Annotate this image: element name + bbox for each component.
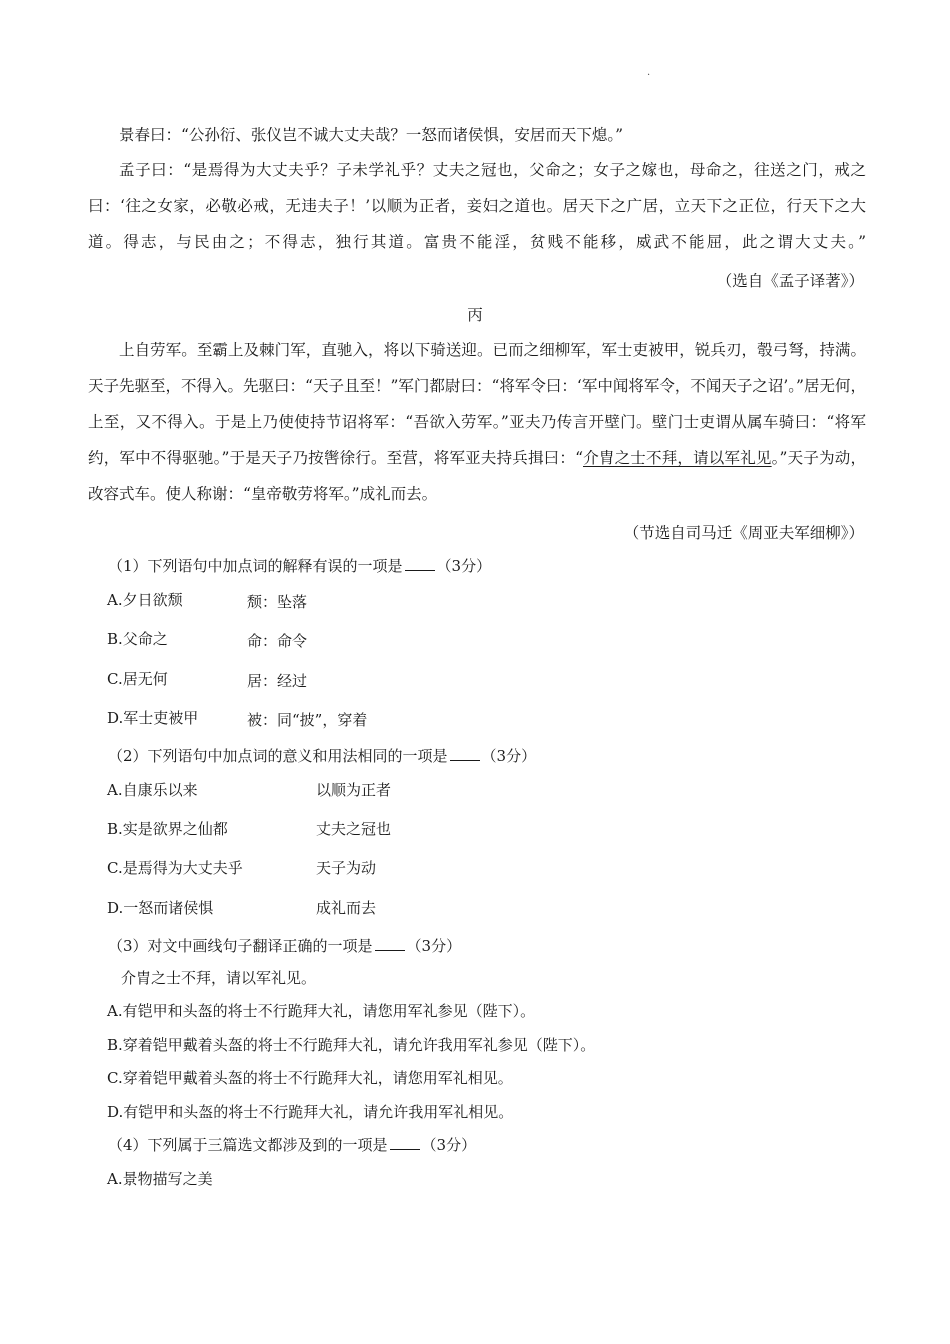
q3-option-c: C.穿着铠甲戴着头盔的将士不行跪拜大礼，请您用军礼相见。 — [107, 1069, 513, 1087]
question-2 — [108, 746, 536, 766]
passage-bing-text-a: 上自劳军。至霸上及棘门军，直驰入，将以下骑送迎。已而之细柳军，军士吏被甲，锐兵刃，彀弓弩，持满。天子先驱至，不得入。先驱曰：“天子且至！”军门都尉曰：“将军令曰：‘军中闻将军令，不闻天子之诏’。”居无何，上至，又不得入。于是上乃使使持节诏将军：“吾欲入劳军。”亚夫乃传言开壁门。壁门士吏谓从属车骑曰：“将军约，军中不得驱驰。”于是天子乃按辔徐行。至营，将军亚夫持兵揖曰：“ — [88, 341, 866, 467]
passage-bing-text-b: 。”天子为动，改容式车。使人称谢：“皇帝敬劳将军。”成礼而去。 — [88, 449, 866, 503]
question-1-score: （3分） — [436, 557, 492, 575]
q1-option-d-right: 被：同“披”，穿着 — [247, 711, 368, 729]
q2-option-d-right: 成礼而去 — [316, 899, 377, 917]
q3-option-a: A.有铠甲和头盔的将士不行跪拜大礼，请您用军礼参见（陛下）。 — [107, 1002, 536, 1020]
q1-option-b-right: 命：命令 — [247, 632, 308, 650]
passage-yi-source: （选自《孟子译著》） — [716, 272, 864, 290]
question-2-stem: （2）下列语句中加点词的意义和用法相同的一项是 — [108, 747, 448, 765]
q2-option-c-right: 天子为动 — [316, 859, 377, 877]
passage-bing-source: （节选自司马迁《周亚夫军细柳》） — [623, 524, 864, 542]
passage-bing-paragraph — [88, 332, 866, 512]
question-3 — [108, 936, 461, 956]
q3-option-b: B.穿着铠甲戴着头盔的将士不行跪拜大礼，请允许我用军礼参见（陛下）。 — [107, 1036, 596, 1054]
question-2-score: （3分） — [481, 747, 537, 765]
header-mark: · — [647, 70, 651, 81]
question-3-stem: （3）对文中画线句子翻译正确的一项是 — [108, 937, 373, 955]
q1-option-c-right: 居：经过 — [247, 672, 308, 690]
q1-option-a-right: 颓：坠落 — [247, 593, 308, 611]
q2-option-a-left: A.自康乐以来 — [107, 781, 198, 799]
q1-option-c-left: C.居无何 — [107, 670, 168, 688]
answer-blank-4[interactable] — [390, 1135, 420, 1150]
q4-option-a: A.景物描写之美 — [107, 1170, 213, 1188]
passage-bing-heading: 丙 — [467, 306, 483, 324]
question-4-stem: （4）下列属于三篇选文都涉及到的一项是 — [108, 1136, 388, 1154]
question-3-score: （3分） — [406, 937, 462, 955]
q2-option-d-left: D.一怒而诸侯惧 — [107, 899, 214, 917]
question-4-score: （3分） — [421, 1136, 477, 1154]
answer-blank-3[interactable] — [375, 936, 405, 951]
passage-yi-paragraph-1: 景春曰：“公孙衍、张仪岂不诚大丈夫哉？一怒而诸侯惧，安居而天下熄。” — [119, 126, 624, 144]
passage-yi-paragraph-2: 孟子曰：“是焉得为大丈夫乎？子未学礼乎？丈夫之冠也，父命之；女子之嫁也，母命之，往送之门，戒之曰：‘往之女家，必敬必戒，无违夫子！’以顺为正者，妾妇之道也。居天下之广居，立天下之正位，行天下之大道。得志，与民由之；不得志，独行其道。富贵不能淫，贫贱不能移，威武不能屈，此之谓大丈夫。” — [88, 161, 866, 251]
question-3-sentence: 介胄之士不拜，请以军礼见。 — [121, 969, 317, 987]
q1-option-a-left: A.夕日欲颓 — [107, 591, 183, 609]
q2-option-a-right: 以顺为正者 — [316, 781, 392, 799]
question-4 — [108, 1135, 476, 1155]
q2-option-b-left: B.实是欲界之仙都 — [107, 820, 228, 838]
question-1 — [108, 556, 491, 576]
q3-option-d: D.有铠甲和头盔的将士不行跪拜大礼，请允许我用军礼相见。 — [107, 1103, 514, 1121]
underlined-sentence: 介胄之士不拜，请以军礼见 — [583, 449, 772, 467]
q2-option-b-right: 丈夫之冠也 — [316, 820, 392, 838]
answer-blank-2[interactable] — [450, 746, 480, 761]
answer-blank-1[interactable] — [405, 556, 435, 571]
q1-option-d-left: D.军士吏被甲 — [107, 709, 199, 727]
q2-option-c-left: C.是焉得为大丈夫乎 — [107, 859, 243, 877]
question-1-stem: （1）下列语句中加点词的解释有误的一项是 — [108, 557, 403, 575]
q1-option-b-left: B.父命之 — [107, 630, 168, 648]
